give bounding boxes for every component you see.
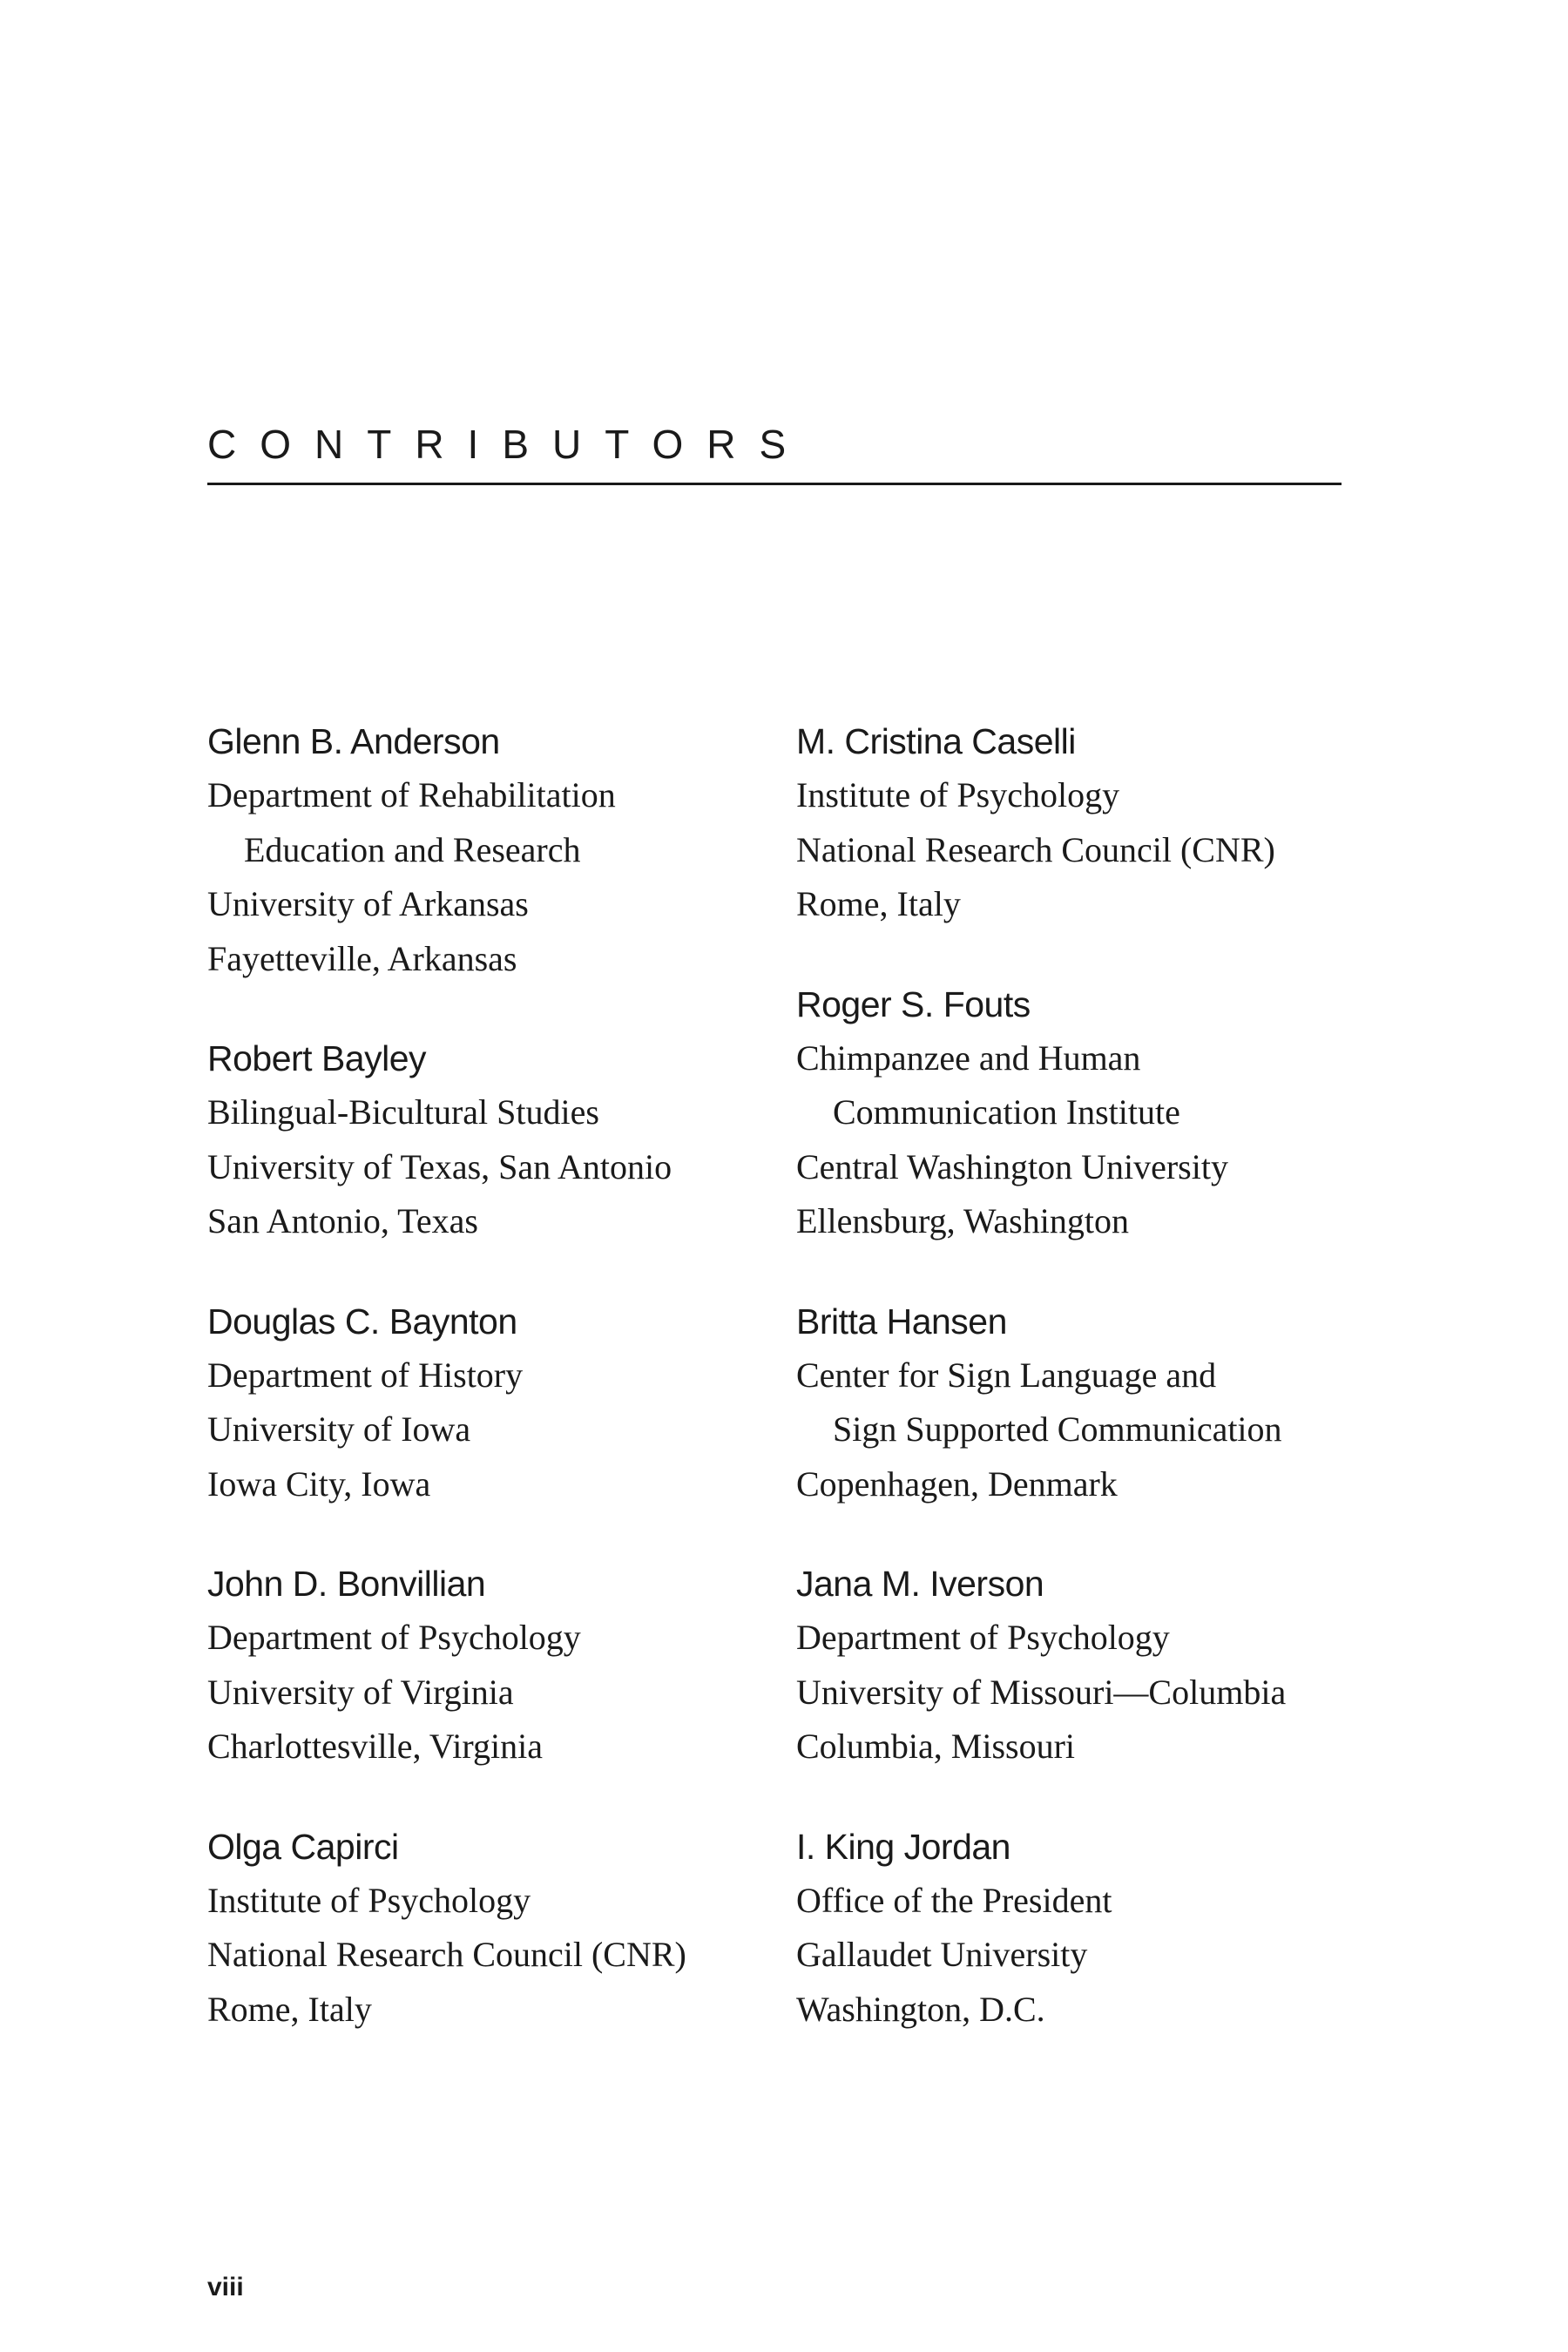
affiliation-line: University of Texas, San Antonio [207,1146,672,1186]
affiliation-line: Chimpanzee and Human [796,1037,1141,1078]
affiliation-line: Communication Institute [833,1092,1180,1132]
contributor-entry [207,1820,800,2038]
contributor-entry [796,1294,1389,1512]
affiliation-line: Ellensburg, Washington [796,1201,1129,1240]
contributor-name: John D. Bonvillian [207,1564,486,1604]
contributor-entry [796,714,1389,932]
affiliation-line: Department of Rehabilitation [207,775,616,814]
contributor-name: Glenn B. Anderson [207,721,500,761]
affiliation-line: Sign Supported Communication [833,1409,1282,1449]
affiliation-line: Institute of Psychology [207,1880,531,1920]
affiliation-line: University of Missouri—Columbia [796,1672,1287,1712]
affiliation-line: National Research Council (CNR) [207,1935,686,1974]
affiliation-line: Office of the President [796,1880,1112,1920]
contributor-name: Britta Hansen [796,1301,1007,1342]
contributor-name: Jana M. Iverson [796,1564,1044,1604]
affiliation-line: University of Arkansas [207,884,529,923]
affiliation-line: Copenhagen, Denmark [796,1463,1118,1504]
affiliation-line: National Research Council (CNR) [796,829,1275,869]
affiliation-line: Central Washington University [796,1146,1228,1186]
contributor-name: M. Cristina Caselli [796,721,1076,761]
contributor-entry [796,1557,1389,1774]
affiliation-line: Washington, D.C. [796,1989,1045,2029]
affiliation-line: Iowa City, Iowa [207,1463,431,1504]
affiliation-line: Fayetteville, Arkansas [207,938,517,978]
affiliation-line: Department of History [207,1355,524,1395]
affiliation-line: Rome, Italy [207,1989,372,2029]
contributors-column-right [796,714,1389,2082]
affiliation-line: Center for Sign Language and [796,1355,1217,1395]
contributor-entry [207,1557,800,1774]
contributor-name: Olga Capirci [207,1826,399,1867]
contributor-entry [207,714,800,986]
contributor-entry [207,1294,800,1512]
affiliation-line: Charlottesville, Virginia [207,1727,543,1766]
contributor-entry [796,977,1389,1249]
title-rule [207,483,1342,485]
affiliation-line: Bilingual-Bicultural Studies [207,1092,599,1132]
contributor-name: Roger S. Fouts [796,983,1031,1024]
contributors-column-left [207,714,800,2082]
page-title: CONTRIBUTORS [207,422,810,467]
page-number: viii [207,2273,244,2301]
contributor-entry [207,1031,800,1249]
affiliation-line: University of Virginia [207,1672,514,1712]
affiliation-line: University of Iowa [207,1409,471,1449]
contributor-name: Douglas C. Baynton [207,1301,517,1342]
affiliation-line: Gallaudet University [796,1935,1088,1974]
affiliation-line: Department of Psychology [207,1618,581,1657]
affiliation-line: Institute of Psychology [796,775,1120,814]
contributor-name: Robert Bayley [207,1038,427,1078]
affiliation-line: Department of Psychology [796,1618,1170,1657]
affiliation-line: San Antonio, Texas [207,1201,478,1240]
contributor-entry [796,1820,1389,2038]
affiliation-line: Columbia, Missouri [796,1727,1076,1766]
contributor-name: I. King Jordan [796,1826,1010,1867]
affiliation-line: Education and Research [244,829,581,869]
affiliation-line: Rome, Italy [796,884,961,923]
